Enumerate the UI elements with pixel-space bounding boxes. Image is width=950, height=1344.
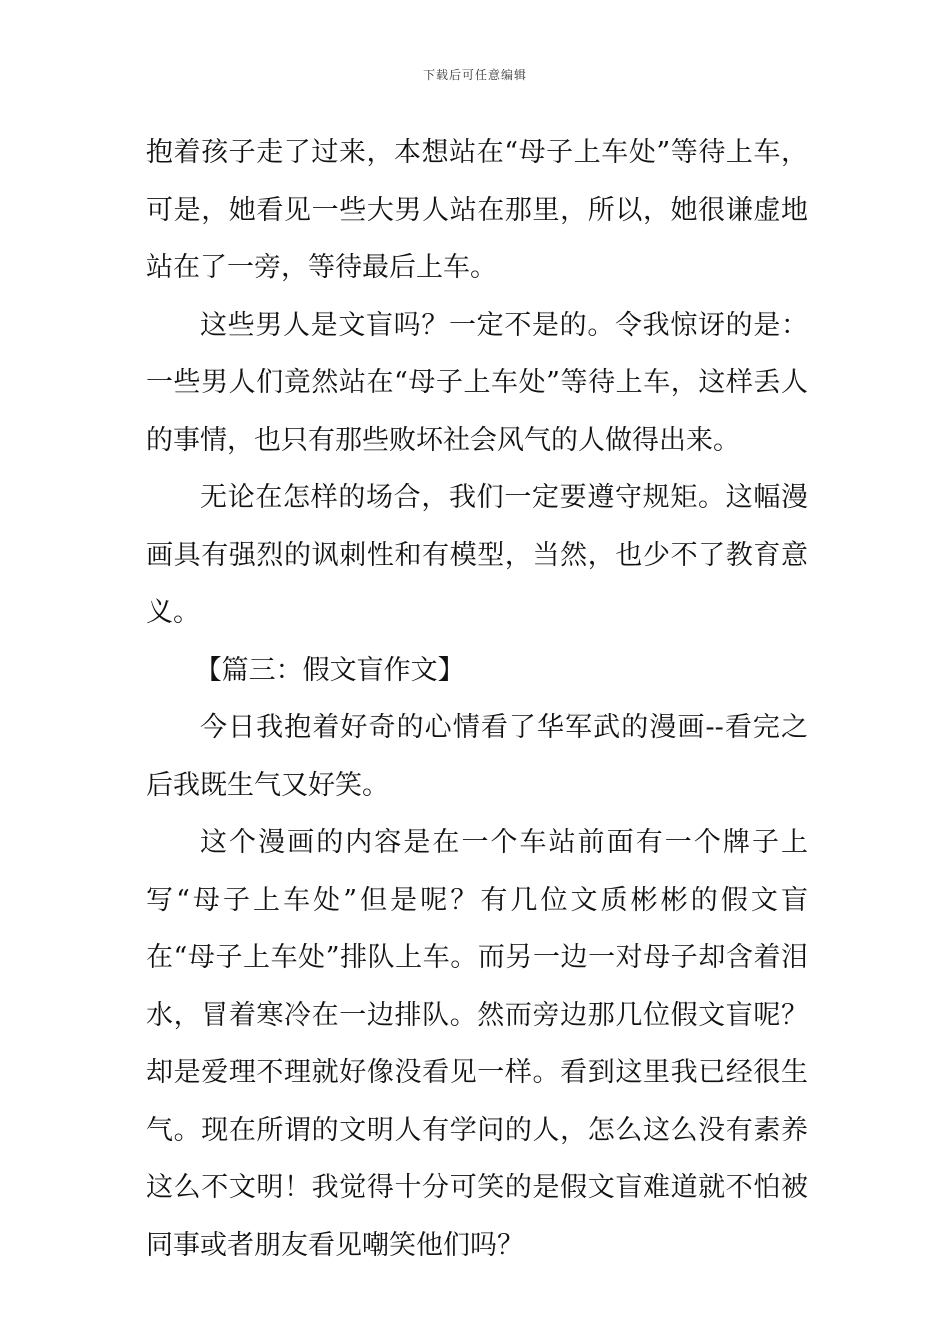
paragraph: 这些男人是文盲吗？一定不是的。令我惊讶的是：一些男人们竟然站在“母子上车处”等待上车，这样丢人的事情，也只有那些败坏社会风气的人做得出来。 — [146, 309, 808, 456]
section-heading: 【篇三：假文盲作文】 — [194, 654, 465, 686]
paragraph-continuation: 抱着孩子走了过来，本想站在“母子上车处”等待上车，可是，她看见一些大男人站在那里，所以，她很谦虚地站在了一旁，等待最后上车。 — [146, 137, 808, 283]
document-body — [146, 124, 808, 1274]
paragraph: 今日我抱着好奇的心情看了华军武的漫画--看完之后我既生气又好笑。 — [146, 712, 808, 801]
paragraph: 无论在怎样的场合，我们一定要遵守规矩。这幅漫画具有强烈的讽刺性和有模型，当然，也少不了教育意义。 — [146, 482, 808, 628]
page-header: 下载后可任意编辑 — [422, 68, 527, 82]
paragraph: 这个漫画的内容是在一个车站前面有一个牌子上写“母子上车处”但是呢？有几位文质彬彬的假文盲在“母子上车处”排队上车。而另一边一对母子却含着泪水，冒着寒冷在一边排队。然而旁边那几位假文盲呢？却是爱理不理就好像没看见一样。看到这里我已经很生气。现在所谓的文明人有学问的人，怎么这么没有素养这么不文明！我觉得十分可笑的是假文盲难道就不怕被同事或者朋友看见嘲笑他们吗？ — [146, 827, 808, 1261]
